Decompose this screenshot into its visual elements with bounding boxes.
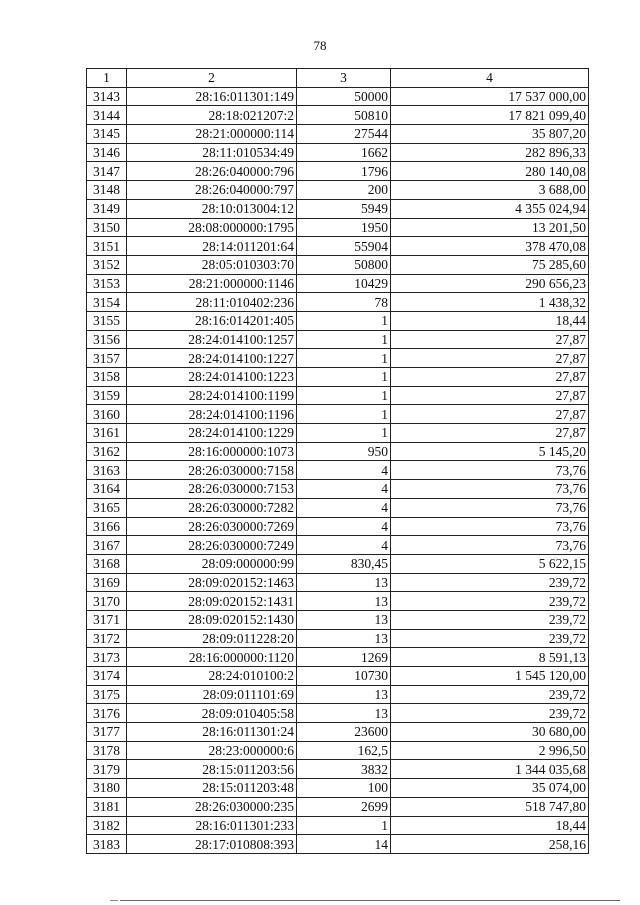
table-cell: 17 821 099,40	[391, 106, 589, 125]
table-cell: 3149	[87, 199, 127, 218]
table-cell: 3143	[87, 87, 127, 106]
table-row	[87, 162, 589, 181]
table-cell: 28:26:030000:7269	[127, 517, 297, 536]
table-cell: 3166	[87, 517, 127, 536]
table-row	[87, 87, 589, 106]
table-cell: 3175	[87, 685, 127, 704]
table-cell: 3177	[87, 723, 127, 742]
table-cell: 3146	[87, 143, 127, 162]
table-cell: 4	[297, 498, 391, 517]
table-cell: 3182	[87, 816, 127, 835]
table-row	[87, 610, 589, 629]
table-cell: 239,72	[391, 629, 589, 648]
table-cell: 27,87	[391, 405, 589, 424]
table-row	[87, 255, 589, 274]
table-cell: 13	[297, 685, 391, 704]
table-header-row	[87, 69, 589, 88]
table-cell: 239,72	[391, 573, 589, 592]
table-cell: 3160	[87, 405, 127, 424]
table-cell: 3163	[87, 461, 127, 480]
table-cell: 50000	[297, 87, 391, 106]
table-row	[87, 368, 589, 387]
table-row	[87, 405, 589, 424]
table-cell: 27,87	[391, 424, 589, 443]
table-cell: 3158	[87, 368, 127, 387]
table-cell: 3179	[87, 760, 127, 779]
column-header: 2	[127, 69, 297, 88]
table-cell: 4	[297, 461, 391, 480]
table-cell: 30 680,00	[391, 723, 589, 742]
table-cell: 28:26:030000:235	[127, 797, 297, 816]
table-cell: 28:18:021207:2	[127, 106, 297, 125]
table-cell: 10730	[297, 667, 391, 686]
table-cell: 3157	[87, 349, 127, 368]
data-table	[86, 68, 589, 854]
table-cell: 1	[297, 386, 391, 405]
table-cell: 28:24:014100:1196	[127, 405, 297, 424]
table-cell: 28:21:000000:1146	[127, 274, 297, 293]
table-row	[87, 442, 589, 461]
table-row	[87, 554, 589, 573]
table-row	[87, 517, 589, 536]
table-cell: 50800	[297, 255, 391, 274]
table-row	[87, 592, 589, 611]
column-header: 3	[297, 69, 391, 88]
table-cell: 28:24:014100:1229	[127, 424, 297, 443]
table-cell: 28:15:011203:56	[127, 760, 297, 779]
table-row	[87, 330, 589, 349]
page-number: 78	[313, 38, 327, 53]
table-cell: 3180	[87, 779, 127, 798]
table-cell: 3178	[87, 741, 127, 760]
table-cell: 28:09:010405:58	[127, 704, 297, 723]
table-cell: 3172	[87, 629, 127, 648]
table-cell: 3161	[87, 424, 127, 443]
table-cell: 830,45	[297, 554, 391, 573]
table-cell: 3164	[87, 480, 127, 499]
table-cell: 28:16:000000:1120	[127, 648, 297, 667]
table-cell: 28:11:010534:49	[127, 143, 297, 162]
table-cell: 28:26:030000:7249	[127, 536, 297, 555]
table-cell: 23600	[297, 723, 391, 742]
table-cell: 13	[297, 592, 391, 611]
table-row	[87, 480, 589, 499]
table-cell: 1 545 120,00	[391, 667, 589, 686]
table-cell: 28:24:014100:1223	[127, 368, 297, 387]
table-cell: 28:16:014201:405	[127, 311, 297, 330]
table-cell: 13	[297, 573, 391, 592]
table-cell: 950	[297, 442, 391, 461]
column-header: 4	[391, 69, 589, 88]
table-cell: 3176	[87, 704, 127, 723]
table-row	[87, 816, 589, 835]
table-row	[87, 760, 589, 779]
table-cell: 3832	[297, 760, 391, 779]
table-cell: 1	[297, 349, 391, 368]
table-cell: 3154	[87, 293, 127, 312]
table-body	[87, 69, 589, 854]
table-cell: 3173	[87, 648, 127, 667]
table-cell: 28:23:000000:6	[127, 741, 297, 760]
table-cell: 4 355 024,94	[391, 199, 589, 218]
table-cell: 3 688,00	[391, 181, 589, 200]
table-cell: 3159	[87, 386, 127, 405]
table-cell: 28:26:040000:797	[127, 181, 297, 200]
table-cell: 1	[297, 424, 391, 443]
table-cell: 162,5	[297, 741, 391, 760]
table-row	[87, 218, 589, 237]
table-cell: 78	[297, 293, 391, 312]
table-cell: 1 438,32	[391, 293, 589, 312]
table-cell: 3181	[87, 797, 127, 816]
table-cell: 3183	[87, 835, 127, 854]
table-cell: 5 145,20	[391, 442, 589, 461]
table-cell: 10429	[297, 274, 391, 293]
table-cell: 28:05:010303:70	[127, 255, 297, 274]
table-cell: 239,72	[391, 592, 589, 611]
table-cell: 28:08:000000:1795	[127, 218, 297, 237]
table-cell: 27,87	[391, 386, 589, 405]
table-cell: 75 285,60	[391, 255, 589, 274]
table-cell: 27544	[297, 125, 391, 144]
table-cell: 73,76	[391, 517, 589, 536]
table-cell: 28:14:011201:64	[127, 237, 297, 256]
table-cell: 28:24:010100:2	[127, 667, 297, 686]
table-cell: 73,76	[391, 498, 589, 517]
table-cell: 3156	[87, 330, 127, 349]
table-cell: 2 996,50	[391, 741, 589, 760]
table-cell: 3162	[87, 442, 127, 461]
table-cell: 28:21:000000:114	[127, 125, 297, 144]
table-cell: 35 807,20	[391, 125, 589, 144]
table-cell: 28:10:013004:12	[127, 199, 297, 218]
table-cell: 28:26:030000:7158	[127, 461, 297, 480]
table-cell: 3171	[87, 610, 127, 629]
table-row	[87, 349, 589, 368]
table-cell: 1662	[297, 143, 391, 162]
table-cell: 1796	[297, 162, 391, 181]
table-cell: 1	[297, 368, 391, 387]
table-cell: 3152	[87, 255, 127, 274]
table-cell: 55904	[297, 237, 391, 256]
table-cell: 28:17:010808:393	[127, 835, 297, 854]
table-row	[87, 461, 589, 480]
table-row	[87, 667, 589, 686]
table-cell: 282 896,33	[391, 143, 589, 162]
table-cell: 35 074,00	[391, 779, 589, 798]
table-cell: 100	[297, 779, 391, 798]
scan-artifact-tick	[110, 900, 118, 901]
table-cell: 28:09:020152:1463	[127, 573, 297, 592]
table-cell: 13	[297, 704, 391, 723]
table-cell: 13 201,50	[391, 218, 589, 237]
table-row	[87, 536, 589, 555]
table-cell: 1950	[297, 218, 391, 237]
table-cell: 3155	[87, 311, 127, 330]
table-cell: 14	[297, 835, 391, 854]
table-cell: 27,87	[391, 368, 589, 387]
column-header: 1	[87, 69, 127, 88]
table-cell: 73,76	[391, 461, 589, 480]
table-cell: 5 622,15	[391, 554, 589, 573]
table-cell: 3167	[87, 536, 127, 555]
table-row	[87, 648, 589, 667]
table-cell: 4	[297, 517, 391, 536]
table-cell: 28:24:014100:1257	[127, 330, 297, 349]
table-cell: 1	[297, 311, 391, 330]
table-cell: 28:15:011203:48	[127, 779, 297, 798]
table-cell: 200	[297, 181, 391, 200]
table-cell: 518 747,80	[391, 797, 589, 816]
table-cell: 2699	[297, 797, 391, 816]
table-cell: 239,72	[391, 610, 589, 629]
table-cell: 28:16:011301:149	[127, 87, 297, 106]
table-cell: 28:09:011101:69	[127, 685, 297, 704]
table-row	[87, 704, 589, 723]
table-cell: 13	[297, 629, 391, 648]
table-row	[87, 181, 589, 200]
table-cell: 239,72	[391, 685, 589, 704]
table-cell: 28:16:000000:1073	[127, 442, 297, 461]
table-cell: 3144	[87, 106, 127, 125]
table-row	[87, 143, 589, 162]
table-cell: 18,44	[391, 816, 589, 835]
table-row	[87, 237, 589, 256]
table-cell: 73,76	[391, 480, 589, 499]
table-row	[87, 741, 589, 760]
table-cell: 3168	[87, 554, 127, 573]
table-cell: 28:26:030000:7153	[127, 480, 297, 499]
table-cell: 1	[297, 330, 391, 349]
table-row	[87, 797, 589, 816]
table-cell: 28:11:010402:236	[127, 293, 297, 312]
table-row	[87, 629, 589, 648]
table-cell: 27,87	[391, 330, 589, 349]
table-cell: 3151	[87, 237, 127, 256]
table-cell: 27,87	[391, 349, 589, 368]
table-cell: 18,44	[391, 311, 589, 330]
table-cell: 258,16	[391, 835, 589, 854]
table-cell: 28:09:011228:20	[127, 629, 297, 648]
table-cell: 1269	[297, 648, 391, 667]
table-cell: 28:26:040000:796	[127, 162, 297, 181]
table-cell: 1	[297, 816, 391, 835]
table-row	[87, 835, 589, 854]
table-cell: 13	[297, 610, 391, 629]
table-cell: 3170	[87, 592, 127, 611]
table-row	[87, 125, 589, 144]
table-row	[87, 311, 589, 330]
table-row	[87, 573, 589, 592]
page-bottom-rule	[120, 900, 620, 901]
table-cell: 3174	[87, 667, 127, 686]
table-cell: 28:24:014100:1227	[127, 349, 297, 368]
table-cell: 8 591,13	[391, 648, 589, 667]
table-cell: 1 344 035,68	[391, 760, 589, 779]
table-cell: 3153	[87, 274, 127, 293]
table-row	[87, 723, 589, 742]
table-cell: 3150	[87, 218, 127, 237]
table-row	[87, 779, 589, 798]
table-cell: 4	[297, 536, 391, 555]
table-cell: 239,72	[391, 704, 589, 723]
table-cell: 1	[297, 405, 391, 424]
table-cell: 4	[297, 480, 391, 499]
table-cell: 28:09:000000:99	[127, 554, 297, 573]
table-row	[87, 386, 589, 405]
table-cell: 3169	[87, 573, 127, 592]
table-row	[87, 199, 589, 218]
table-cell: 28:09:020152:1430	[127, 610, 297, 629]
table-cell: 28:09:020152:1431	[127, 592, 297, 611]
table-cell: 3148	[87, 181, 127, 200]
table-cell: 280 140,08	[391, 162, 589, 181]
table-cell: 28:24:014100:1199	[127, 386, 297, 405]
table-cell: 3145	[87, 125, 127, 144]
table-cell: 50810	[297, 106, 391, 125]
table-cell: 5949	[297, 199, 391, 218]
table-row	[87, 106, 589, 125]
table-row	[87, 424, 589, 443]
table-row	[87, 274, 589, 293]
table-cell: 17 537 000,00	[391, 87, 589, 106]
table-cell: 3165	[87, 498, 127, 517]
table-cell: 28:16:011301:233	[127, 816, 297, 835]
table-row	[87, 498, 589, 517]
table-cell: 28:26:030000:7282	[127, 498, 297, 517]
table-cell: 3147	[87, 162, 127, 181]
table-cell: 73,76	[391, 536, 589, 555]
table-cell: 290 656,23	[391, 274, 589, 293]
table-cell: 378 470,08	[391, 237, 589, 256]
table-row	[87, 685, 589, 704]
table-row	[87, 293, 589, 312]
table-cell: 28:16:011301:24	[127, 723, 297, 742]
